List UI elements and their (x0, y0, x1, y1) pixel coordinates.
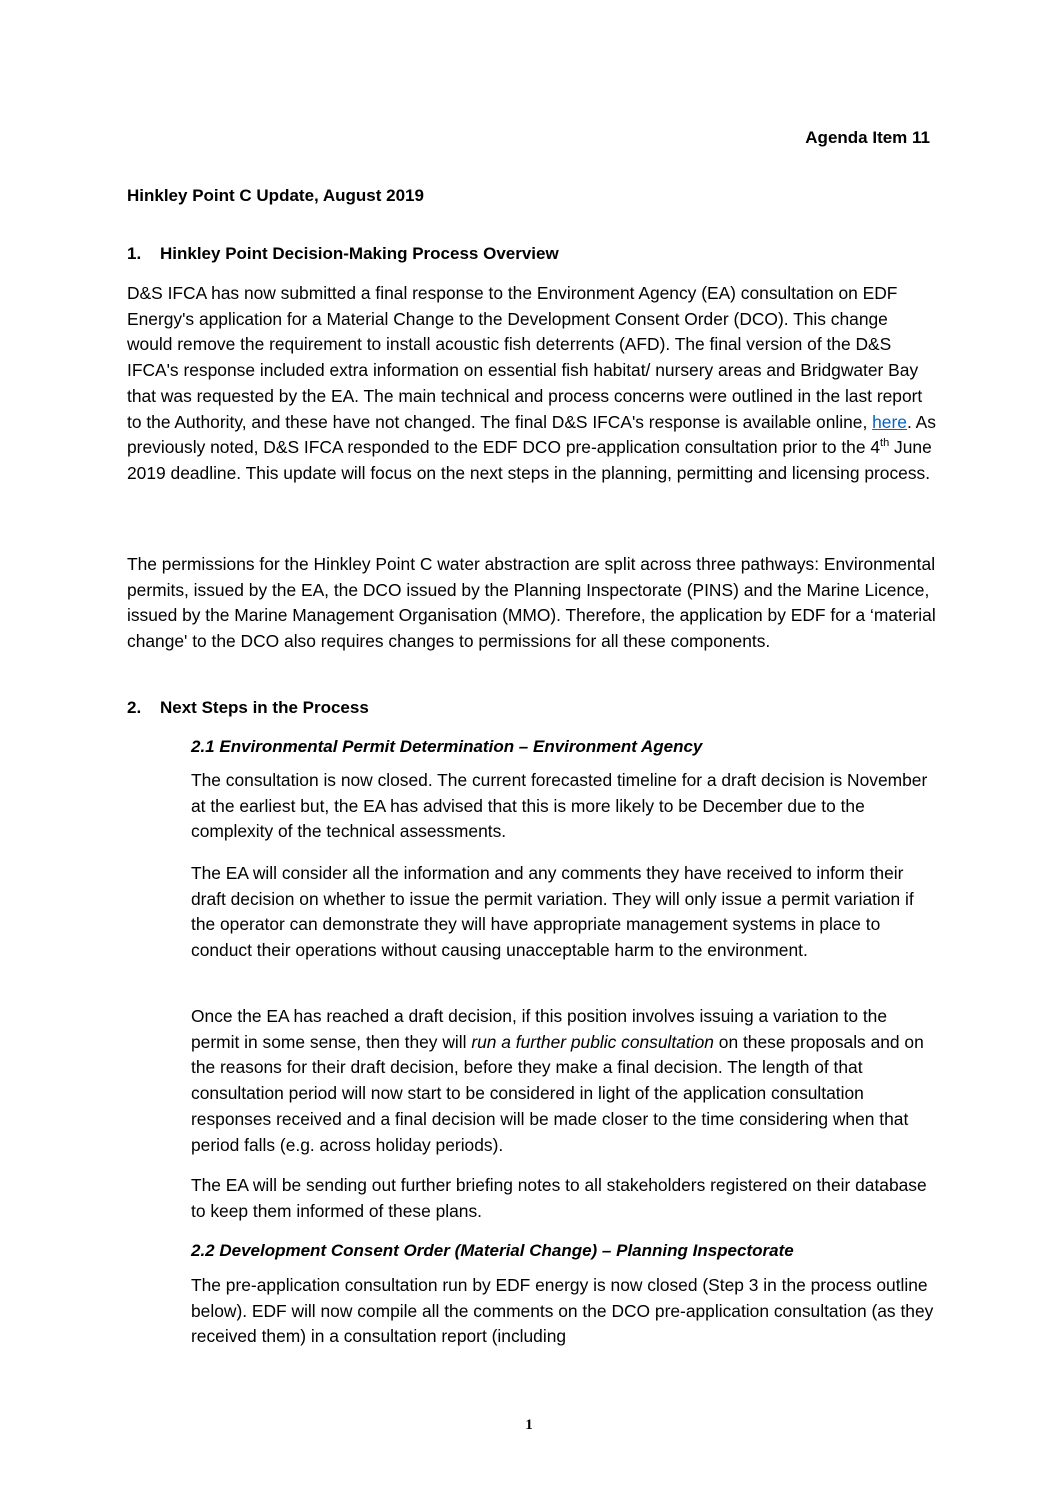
paragraph-text: on these proposals and on the reasons for their draft decision, before they make a final decision. The length of that consultation period will now start to be considered in light of the application consultation responses received and a final decision will be made closer to the time considering when that period falls (e.g. across holiday periods). (191, 1031, 924, 1155)
section-title: Next Steps in the Process (160, 698, 369, 717)
paragraph-permissions: The permissions for the Hinkley Point C water abstraction are split across three pathways: Environmental permits, issued by the EA, the DCO issued by the Planning Inspectorate (PINS) and the Marine Licence, issued by the Marine Management Organisation (MMO). Therefore, the application by EDF for a ‘material change' to the DCO also requires changes to permissions for all these components. (127, 554, 936, 652)
subsection-heading-2-1: 2.1 Environmental Permit Determination – Environment Agency (191, 737, 703, 756)
here-link[interactable]: here (872, 411, 907, 432)
page-number: 1 (525, 1417, 533, 1433)
paragraph-consultation-closed: The consultation is now closed. The current forecasted timeline for a draft decision is November at the earliest but, the EA has advised that this is more likely to be December due to the complexity of the technical assessments. (191, 770, 928, 842)
section-heading-1 (127, 244, 559, 264)
emphasis-text: run a further public consultation (471, 1031, 714, 1052)
superscript: th (880, 437, 890, 450)
paragraph-text: Once the EA has reached a draft decision, if this position involves issuing a variation to the permit in some sense, then they will (191, 1006, 888, 1052)
paragraph-dco-pre-application: The pre-application consultation run by EDF energy is now closed (Step 3 in the process outline below). EDF will now compile all the comments on the DCO pre-application consultation (as they received them) in a consultation report (including (191, 1275, 934, 1347)
paragraph-overview (127, 281, 937, 487)
section-title: Hinkley Point Decision-Making Process Overview (160, 244, 559, 263)
paragraph-text: . As previously noted, D&S IFCA responded to the EDF DCO pre-application consultation prior to the 4 (127, 411, 936, 458)
paragraph-draft-decision (191, 1004, 936, 1158)
paragraph-briefing-notes: The EA will be sending out further briefing notes to all stakeholders registered on their database to keep them informed of these plans. (191, 1175, 927, 1221)
subsection-heading-2-2: 2.2 Development Consent Order (Material Change) – Planning Inspectorate (191, 1241, 794, 1260)
agenda-item-label: Agenda Item 11 (805, 128, 930, 147)
section-number: 2. (127, 698, 142, 717)
paragraph-ea-consider: The EA will consider all the information and any comments they have received to inform their draft decision on whether to issue the permit variation. They will only issue a permit variation if the operator can demonstrate they will have appropriate management systems in place to conduct their operations without causing unacceptable harm to the environment. (191, 863, 914, 961)
paragraph-text: June 2019 deadline. This update will focus on the next steps in the planning, permitting and licensing process. (127, 437, 932, 483)
paragraph-text: D&S IFCA has now submitted a final response to the Environment Agency (EA) consultation on EDF Energy's application for a Material Change to the Development Consent Order (DCO). This change would remove the requirement to install acoustic fish deterrents (AFD). The final version of the D&S IFCA's response included extra information on essential fish habitat/ nursery areas and Bridgwater Bay that was requested by the EA. The main technical and process concerns were outlined in the last report to the Authority, and these have not changed. The final D&S IFCA's response is available online, (127, 283, 923, 432)
section-number: 1. (127, 244, 142, 263)
document-title: Hinkley Point C Update, August 2019 (127, 186, 424, 205)
section-heading-2 (127, 698, 369, 718)
